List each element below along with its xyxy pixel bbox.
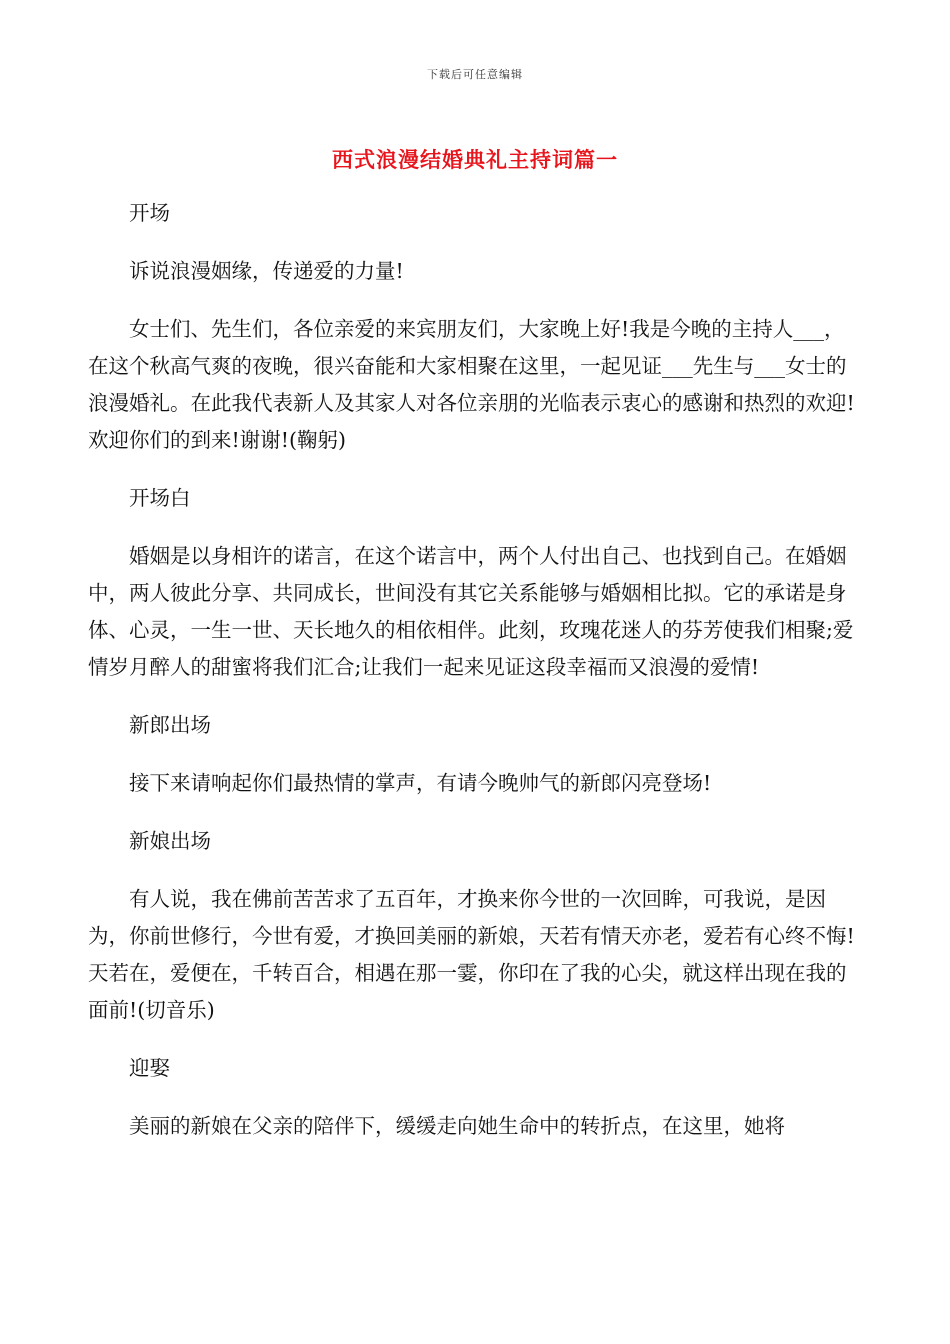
document-body <box>88 195 863 1145</box>
paragraph-marriage-vow: 婚姻是以身相许的诺言，在这个诺言中，两个人付出自己、也找到自己。在婚姻中，两人彼此分享、共同成长，世间没有其它关系能够与婚姻相比拟。它的承诺是身体、心灵，一生一世、天长地久的相依相伴。此刻，玫瑰花迷人的芬芳使我们相聚;爱情岁月醉人的甜蜜将我们汇合;让我们一起来见证这段幸福而又浪漫的爱情! <box>88 544 854 679</box>
section-heading-welcome-bride: 迎娶 <box>129 1056 170 1080</box>
paragraph-father-escort: 美丽的新娘在父亲的陪伴下，缓缓走向她生命中的转折点，在这里，她将 <box>129 1114 785 1138</box>
section-heading-opening-speech: 开场白 <box>129 486 191 510</box>
paragraph-groom-entrance: 接下来请响起你们最热情的掌声，有请今晚帅气的新郎闪亮登场! <box>129 771 712 795</box>
section-heading-groom-entrance: 新郎出场 <box>129 713 211 737</box>
header-note: 下载后可任意编辑 <box>427 68 523 81</box>
section-heading-opening: 开场 <box>129 201 170 225</box>
paragraph-slogan: 诉说浪漫姻缘，传递爱的力量! <box>129 259 404 283</box>
section-heading-bride-entrance: 新娘出场 <box>129 829 211 853</box>
paragraph-bride-entrance: 有人说，我在佛前苦苦求了五百年，才换来你今世的一次回眸，可我说，是因为，你前世修行，今世有爱，才换回美丽的新娘，天若有情天亦老，爱若有心终不悔!天若在，爱便在，千转百合，相遇在那一霎，你印在了我的心尖，就这样出现在我的面前!(切音乐) <box>88 887 855 1022</box>
document-title: 西式浪漫结婚典礼主持词篇一 <box>332 147 618 172</box>
paragraph-welcome: 女士们、先生们，各位亲爱的来宾朋友们，大家晚上好!我是今晚的主持人___，在这个秋高气爽的夜晚，很兴奋能和大家相聚在这里，一起见证___先生与___女士的浪漫婚礼。在此我代表新人及其家人对各位亲朋的光临表示衷心的感谢和热烈的欢迎!欢迎你们的到来!谢谢!(鞠躬) <box>88 317 855 452</box>
